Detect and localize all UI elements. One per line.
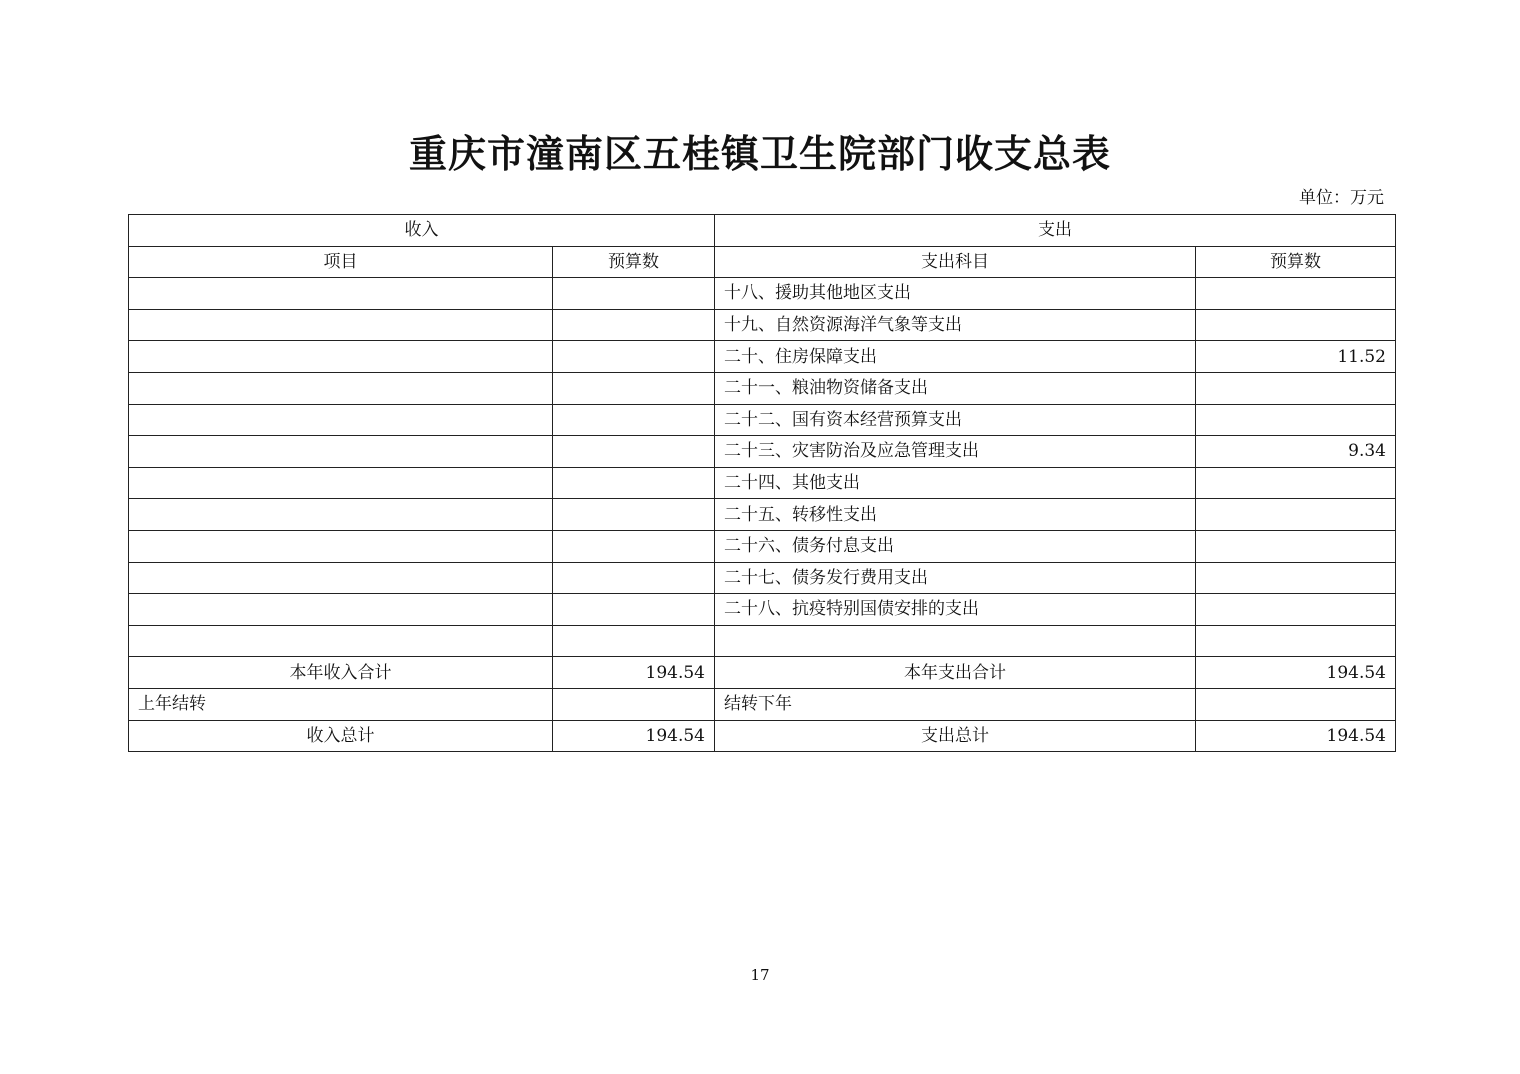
expense-item-cell: 十九、自然资源海洋气象等支出	[715, 309, 1196, 341]
year-income-total-value: 194.54	[553, 657, 715, 689]
year-income-total-label: 本年收入合计	[129, 657, 553, 689]
income-value-cell	[553, 309, 715, 341]
income-item-cell	[129, 562, 553, 594]
income-value-cell	[553, 372, 715, 404]
income-item-header: 项目	[129, 246, 553, 278]
table-row	[129, 278, 1396, 310]
expense-item-cell: 十八、援助其他地区支出	[715, 278, 1196, 310]
expense-item-cell: 二十一、粮油物资储备支出	[715, 372, 1196, 404]
expense-item-cell: 二十六、债务付息支出	[715, 530, 1196, 562]
income-item-cell	[129, 436, 553, 468]
income-value-cell	[553, 625, 715, 657]
carry-out-label: 结转下年	[715, 688, 1196, 720]
grand-total-row	[129, 720, 1396, 752]
carry-in-value	[553, 688, 715, 720]
income-value-cell	[553, 341, 715, 373]
table-row	[129, 436, 1396, 468]
expense-value-cell	[1196, 594, 1396, 626]
expense-value-cell	[1196, 309, 1396, 341]
expense-item-cell: 二十三、灾害防治及应急管理支出	[715, 436, 1196, 468]
income-value-cell	[553, 404, 715, 436]
year-expense-total-value: 194.54	[1196, 657, 1396, 689]
expense-group-header: 支出	[715, 215, 1396, 247]
table-row	[129, 562, 1396, 594]
income-item-cell	[129, 625, 553, 657]
expense-value-cell	[1196, 562, 1396, 594]
income-value-cell	[553, 594, 715, 626]
income-value-cell	[553, 436, 715, 468]
page-title: 重庆市潼南区五桂镇卫生院部门收支总表	[408, 131, 1111, 176]
expense-value-cell	[1196, 278, 1396, 310]
expense-value-cell	[1196, 625, 1396, 657]
income-item-cell	[129, 372, 553, 404]
table-row	[129, 499, 1396, 531]
table-row	[129, 530, 1396, 562]
table-row	[129, 309, 1396, 341]
expense-item-cell: 二十五、转移性支出	[715, 499, 1196, 531]
data-rows	[129, 278, 1396, 657]
unit-label: 单位：万元	[1299, 188, 1384, 208]
income-value-cell	[553, 530, 715, 562]
total-expense-label: 支出总计	[715, 720, 1196, 752]
income-item-cell	[129, 594, 553, 626]
income-value-cell	[553, 467, 715, 499]
income-item-cell	[129, 278, 553, 310]
income-budget-header: 预算数	[553, 246, 715, 278]
expense-value-cell	[1196, 404, 1396, 436]
expense-item-cell: 二十七、债务发行费用支出	[715, 562, 1196, 594]
income-item-cell	[129, 530, 553, 562]
total-income-label: 收入总计	[129, 720, 553, 752]
expense-item-cell: 二十、住房保障支出	[715, 341, 1196, 373]
income-value-cell	[553, 499, 715, 531]
income-value-cell	[553, 278, 715, 310]
total-income-value: 194.54	[553, 720, 715, 752]
expense-value-cell: 9.34	[1196, 436, 1396, 468]
income-item-cell	[129, 467, 553, 499]
expense-item-cell	[715, 625, 1196, 657]
income-value-cell	[553, 562, 715, 594]
income-item-cell	[129, 404, 553, 436]
expense-value-cell	[1196, 499, 1396, 531]
carry-out-value	[1196, 688, 1396, 720]
income-item-cell	[129, 309, 553, 341]
expense-value-cell	[1196, 372, 1396, 404]
year-total-row	[129, 657, 1396, 689]
table-row	[129, 372, 1396, 404]
income-item-cell	[129, 341, 553, 373]
income-item-cell	[129, 499, 553, 531]
income-group-header: 收入	[129, 215, 715, 247]
table-row	[129, 625, 1396, 657]
expense-item-header: 支出科目	[715, 246, 1196, 278]
expense-budget-header: 预算数	[1196, 246, 1396, 278]
header-row-columns	[129, 246, 1396, 278]
expense-item-cell: 二十八、抗疫特别国债安排的支出	[715, 594, 1196, 626]
table-row	[129, 467, 1396, 499]
year-expense-total-label: 本年支出合计	[715, 657, 1196, 689]
total-expense-value: 194.54	[1196, 720, 1396, 752]
expense-item-cell: 二十二、国有资本经营预算支出	[715, 404, 1196, 436]
table-row	[129, 341, 1396, 373]
expense-value-cell: 11.52	[1196, 341, 1396, 373]
expense-value-cell	[1196, 530, 1396, 562]
budget-summary-table	[128, 214, 1396, 752]
carry-in-label: 上年结转	[129, 688, 553, 720]
table-row	[129, 594, 1396, 626]
table-row	[129, 404, 1396, 436]
carry-over-row	[129, 688, 1396, 720]
page-number: 17	[750, 966, 770, 984]
header-row-groups	[129, 215, 1396, 247]
expense-item-cell: 二十四、其他支出	[715, 467, 1196, 499]
expense-value-cell	[1196, 467, 1396, 499]
